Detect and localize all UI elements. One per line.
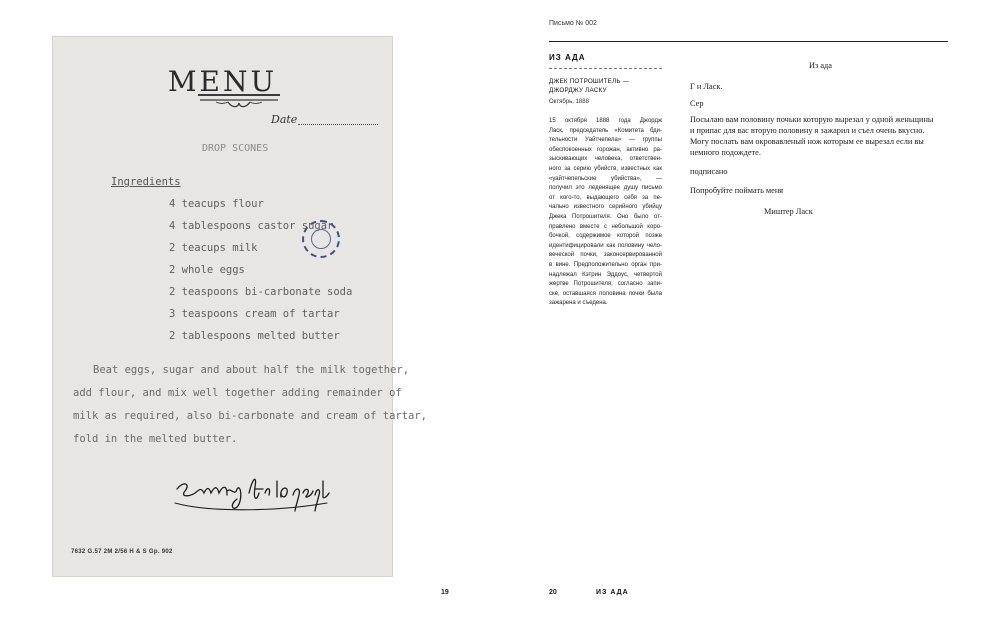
print-code: 7632 G.57 2M 2/56 H & S Gp. 902 bbox=[71, 549, 173, 555]
ink-stamp-inner bbox=[311, 229, 331, 249]
transcript-sir: Сер bbox=[690, 99, 704, 108]
document-title bbox=[549, 78, 649, 95]
ingredient-line: 4 teacups flour bbox=[169, 198, 264, 210]
method-line: Beat eggs, sugar and about half the milk together, bbox=[93, 364, 410, 376]
ink-stamp bbox=[302, 220, 340, 258]
transcript-challenge: Попробуйте поймать меня bbox=[690, 186, 784, 195]
body-line: тельности Уайтчепела» — группы bbox=[549, 137, 662, 144]
top-rule bbox=[549, 41, 948, 42]
body-line: зыскивающих человека, ответствен- bbox=[549, 156, 662, 163]
ingredient-line: 2 teaspoons bi-carbonate soda bbox=[169, 286, 353, 298]
body-line: надлежал Кэтрин Эддоус, четвертой bbox=[549, 271, 662, 278]
ingredient-line: 2 tablespoons melted butter bbox=[169, 330, 340, 342]
body-line: чально известного серийного убийцу bbox=[549, 204, 662, 211]
body-line: веческой почки, законсервированной bbox=[549, 252, 662, 259]
body-line: правлено вместе с небольшой коро- bbox=[549, 223, 662, 230]
menu-card-scan bbox=[52, 36, 428, 577]
transcript-signed: подписано bbox=[690, 167, 728, 176]
body-line: ске, оставшаяся половина почки была bbox=[549, 290, 662, 297]
method-line: add flour, and mix well together adding remainder of bbox=[73, 387, 402, 399]
date-line bbox=[298, 124, 378, 125]
date-label: Date bbox=[271, 113, 298, 126]
method-line: milk as required, also bi-carbonate and cream of tartar, bbox=[73, 410, 428, 422]
page-number-left: 19 bbox=[441, 589, 449, 596]
body-line: Ласк, председатель «Комитета бди- bbox=[549, 127, 662, 134]
body-line: получил это леденящее душу письмо bbox=[549, 185, 662, 192]
section-divider bbox=[549, 68, 662, 69]
page-number-right: 20 bbox=[549, 589, 557, 596]
document-title-line: ДЖЕК ПОТРОШИТЕЛЬ — bbox=[549, 78, 630, 85]
ingredients-heading: Ingredients bbox=[111, 176, 181, 188]
body-line: «уайтчепельские убийства», — bbox=[549, 175, 662, 182]
ingredient-line: 4 tablespoons castor sugar bbox=[169, 220, 334, 232]
letter-number: Письмо № 002 bbox=[549, 20, 597, 27]
body-line: жертве Потрошителя; согласно запи- bbox=[549, 281, 662, 288]
body-line: 15 октября 1888 года Джордж bbox=[549, 118, 662, 124]
ingredient-line: 2 whole eggs bbox=[169, 264, 245, 276]
transcript-line: Могу послать вам окровавленый нож которым ее вырезал если вы bbox=[690, 137, 924, 146]
transcript-signature: Миштер Ласк bbox=[764, 207, 813, 216]
transcript-salutation: Г н Ласк. bbox=[690, 82, 723, 91]
transcript-line: Посылаю вам половину почьки которую вырезал у одной женьщины bbox=[690, 115, 934, 124]
transcript-line: немного подождете. bbox=[690, 148, 761, 157]
body-line: ного за серию убийств, известных как bbox=[549, 166, 662, 172]
ingredient-line: 2 teacups milk bbox=[169, 242, 258, 254]
ornament-flourish bbox=[198, 95, 280, 109]
body-line: в вине. Предположительно орган при- bbox=[549, 262, 662, 268]
section-heading: ИЗ АДА bbox=[549, 53, 586, 62]
recipe-title: DROP SCONES bbox=[202, 143, 269, 154]
document-date: Октябрь, 1888 bbox=[549, 99, 589, 105]
body-line: бочкой, содержимое которой позже bbox=[549, 233, 662, 240]
body-line: Джека Потрошителя. Оно было от- bbox=[549, 214, 662, 220]
menu-heading: MENU bbox=[167, 65, 278, 98]
transcript-line: и припас для вас вторую половину я зажарил и съел очень вкусно. bbox=[690, 126, 925, 135]
handwritten-note bbox=[171, 467, 331, 519]
body-line: зажарена и съедена. bbox=[549, 300, 608, 307]
body-line: идентифицировали как половину чело- bbox=[549, 242, 662, 249]
body-line: от кого-то, выдающего себя за пе- bbox=[549, 194, 662, 201]
transcript-heading: Из ада bbox=[809, 61, 832, 70]
body-line: обеспокоенных горожан, активно ра- bbox=[549, 146, 662, 153]
document-title-line: ДЖОРДЖУ ЛАСКУ bbox=[549, 86, 607, 94]
running-footer: ИЗ АДА bbox=[596, 589, 629, 596]
method-line: fold in the melted butter. bbox=[73, 433, 238, 445]
ingredient-line: 3 teaspoons cream of tartar bbox=[169, 308, 340, 320]
